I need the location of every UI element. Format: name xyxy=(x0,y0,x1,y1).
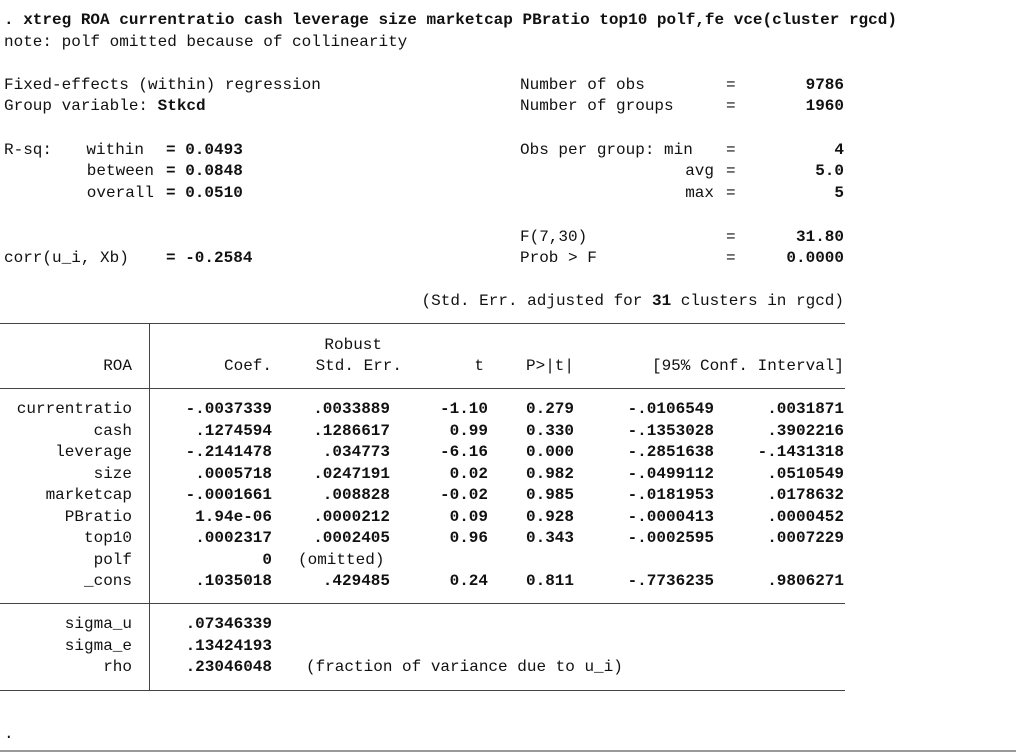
ngroups-label: Number of groups xyxy=(520,97,674,115)
row-t: 0.09 xyxy=(449,507,488,526)
between-value: = 0.0848 xyxy=(166,162,243,180)
group-var: Stkcd xyxy=(157,97,206,115)
row-ci-low: -.0002595 xyxy=(627,529,714,547)
ci-header: [95% Conf. Interval] xyxy=(651,357,844,375)
row-se: .0002405 xyxy=(313,529,390,547)
row-t: -1.10 xyxy=(439,400,488,418)
corr-label: corr(u_i, Xb) xyxy=(4,249,129,267)
row-t: -0.02 xyxy=(439,486,488,504)
row-se: .0000212 xyxy=(313,507,390,526)
row-ci-high: .9806271 xyxy=(767,572,844,590)
row-t: 0.24 xyxy=(449,572,488,590)
robust-header: Robust xyxy=(324,336,382,354)
row-coef: 1.94e-06 xyxy=(195,507,272,526)
row-var: polf xyxy=(93,550,132,569)
row-se: .1286617 xyxy=(313,421,390,440)
overall-label: overall xyxy=(86,184,154,202)
p-header: P>|t| xyxy=(525,357,574,375)
eq-sign: = xyxy=(726,162,736,180)
row-se: .0247191 xyxy=(313,464,390,483)
row-coef: .1274594 xyxy=(195,421,272,440)
row-se: .0033889 xyxy=(313,400,390,418)
row-var: size xyxy=(93,464,132,483)
group-label: Group variable: xyxy=(4,97,158,115)
row-p: 0.279 xyxy=(525,400,574,418)
dep-var-header: ROA xyxy=(103,357,132,375)
eq-sign: = xyxy=(726,141,736,159)
se-header: Std. Err. xyxy=(315,357,402,375)
group-variable xyxy=(4,96,206,116)
row-t: 0.99 xyxy=(449,421,488,440)
row-ci-high: .0031871 xyxy=(767,400,844,418)
between-label: between xyxy=(86,162,154,180)
row-var: _cons xyxy=(83,572,132,590)
row-var: marketcap xyxy=(45,486,132,504)
rho-value: .23046048 xyxy=(185,658,272,676)
stderr-prefix: (Std. Err. adjusted for xyxy=(421,292,652,310)
avg-label: avg xyxy=(685,162,714,180)
row-se: (omitted) xyxy=(298,550,385,569)
row-ci-low: -.0000413 xyxy=(627,507,714,526)
row-p: 0.330 xyxy=(525,421,574,440)
row-coef: 0 xyxy=(262,550,272,569)
row-t: 0.96 xyxy=(449,529,488,547)
row-var: currentratio xyxy=(16,400,132,418)
overall-value: = 0.0510 xyxy=(166,184,243,202)
nobs-label: Number of obs xyxy=(520,76,645,94)
max-value: 5 xyxy=(834,184,844,202)
avg-value: 5.0 xyxy=(815,162,844,180)
stderr-suffix: clusters in rgcd) xyxy=(671,292,844,310)
row-p: 0.811 xyxy=(525,572,574,590)
row-ci-high: .0178632 xyxy=(767,486,844,504)
prob-label: Prob > F xyxy=(520,249,597,267)
body-rule xyxy=(0,603,845,604)
model-title: Fixed-effects (within) regression xyxy=(4,76,321,94)
row-ci-high: -.1431318 xyxy=(757,443,844,461)
row-p: 0.000 xyxy=(525,443,574,461)
row-coef: .1035018 xyxy=(195,572,272,590)
header-rule xyxy=(0,388,845,389)
row-ci-low: -.0106549 xyxy=(627,400,714,418)
max-label: max xyxy=(685,184,714,202)
row-t: 0.02 xyxy=(449,464,488,483)
row-ci-low: -.7736235 xyxy=(627,572,714,590)
sigma-e-label: sigma_e xyxy=(64,637,132,655)
row-se: .034773 xyxy=(322,443,390,461)
f-value: 31.80 xyxy=(795,228,844,246)
cluster-count: 31 xyxy=(651,292,672,310)
sigma-u-value: .07346339 xyxy=(185,615,272,633)
sigma-e-value: .13424193 xyxy=(185,637,272,655)
row-ci-low: -.0499112 xyxy=(627,464,714,483)
rho-label: rho xyxy=(103,658,132,676)
row-ci-high: .0007229 xyxy=(767,529,844,547)
row-ci-low: -.1353028 xyxy=(627,421,714,440)
row-coef: -.0001661 xyxy=(185,486,272,504)
row-coef: -.0037339 xyxy=(185,400,272,418)
row-ci-high: .3902216 xyxy=(767,421,844,440)
eq-sign: = xyxy=(726,97,736,115)
row-var: cash xyxy=(93,421,132,440)
coef-header: Coef. xyxy=(223,357,272,375)
row-ci-high: .0000452 xyxy=(767,507,844,526)
row-p: 0.343 xyxy=(525,529,574,547)
row-t: -6.16 xyxy=(439,443,488,461)
corr-value: = -0.2584 xyxy=(166,249,253,267)
row-var: top10 xyxy=(83,529,132,547)
command-line: . xtreg ROA currentratio cash leverage size marketcap PBratio top10 polf,fe vce(cluster rgcd) xyxy=(4,11,897,29)
f-label: F(7,30) xyxy=(520,228,588,246)
eq-sign: = xyxy=(726,228,736,246)
rsq-label: R-sq: xyxy=(4,141,53,159)
within-label: within xyxy=(86,141,144,159)
rho-note: (fraction of variance due to u_i) xyxy=(306,658,623,676)
row-ci-low: -.0181953 xyxy=(627,486,714,504)
stderr-note xyxy=(300,291,844,311)
eq-sign: = xyxy=(726,76,736,94)
sigma-u-label: sigma_u xyxy=(64,615,132,633)
nobs-value: 9786 xyxy=(805,76,844,94)
table-divider xyxy=(149,323,150,691)
row-ci-low: -.2851638 xyxy=(627,443,714,461)
table-top-rule xyxy=(0,323,845,324)
row-var: leverage xyxy=(55,443,132,461)
collinearity-note: note: polf omitted because of collinearity xyxy=(4,33,408,51)
eq-sign: = xyxy=(726,249,736,267)
prompt-dot[interactable]: . xyxy=(4,725,14,743)
eq-sign: = xyxy=(726,184,736,202)
row-se: .429485 xyxy=(322,572,390,590)
table-bottom-rule xyxy=(0,690,845,691)
row-p: 0.982 xyxy=(525,464,574,483)
prob-value: 0.0000 xyxy=(786,249,844,267)
row-p: 0.928 xyxy=(525,507,574,526)
ngroups-value: 1960 xyxy=(805,97,844,115)
row-coef: .0005718 xyxy=(195,464,272,483)
within-value: = 0.0493 xyxy=(166,141,243,159)
min-value: 4 xyxy=(834,141,844,159)
t-header: t xyxy=(474,357,484,375)
row-coef: -.2141478 xyxy=(185,443,272,461)
obs-per-group-label: Obs per group: min xyxy=(520,141,693,159)
row-p: 0.985 xyxy=(525,486,574,504)
row-ci-high: .0510549 xyxy=(767,464,844,483)
row-var: PBratio xyxy=(64,507,132,526)
row-coef: .0002317 xyxy=(195,529,272,547)
row-se: .008828 xyxy=(322,486,390,504)
